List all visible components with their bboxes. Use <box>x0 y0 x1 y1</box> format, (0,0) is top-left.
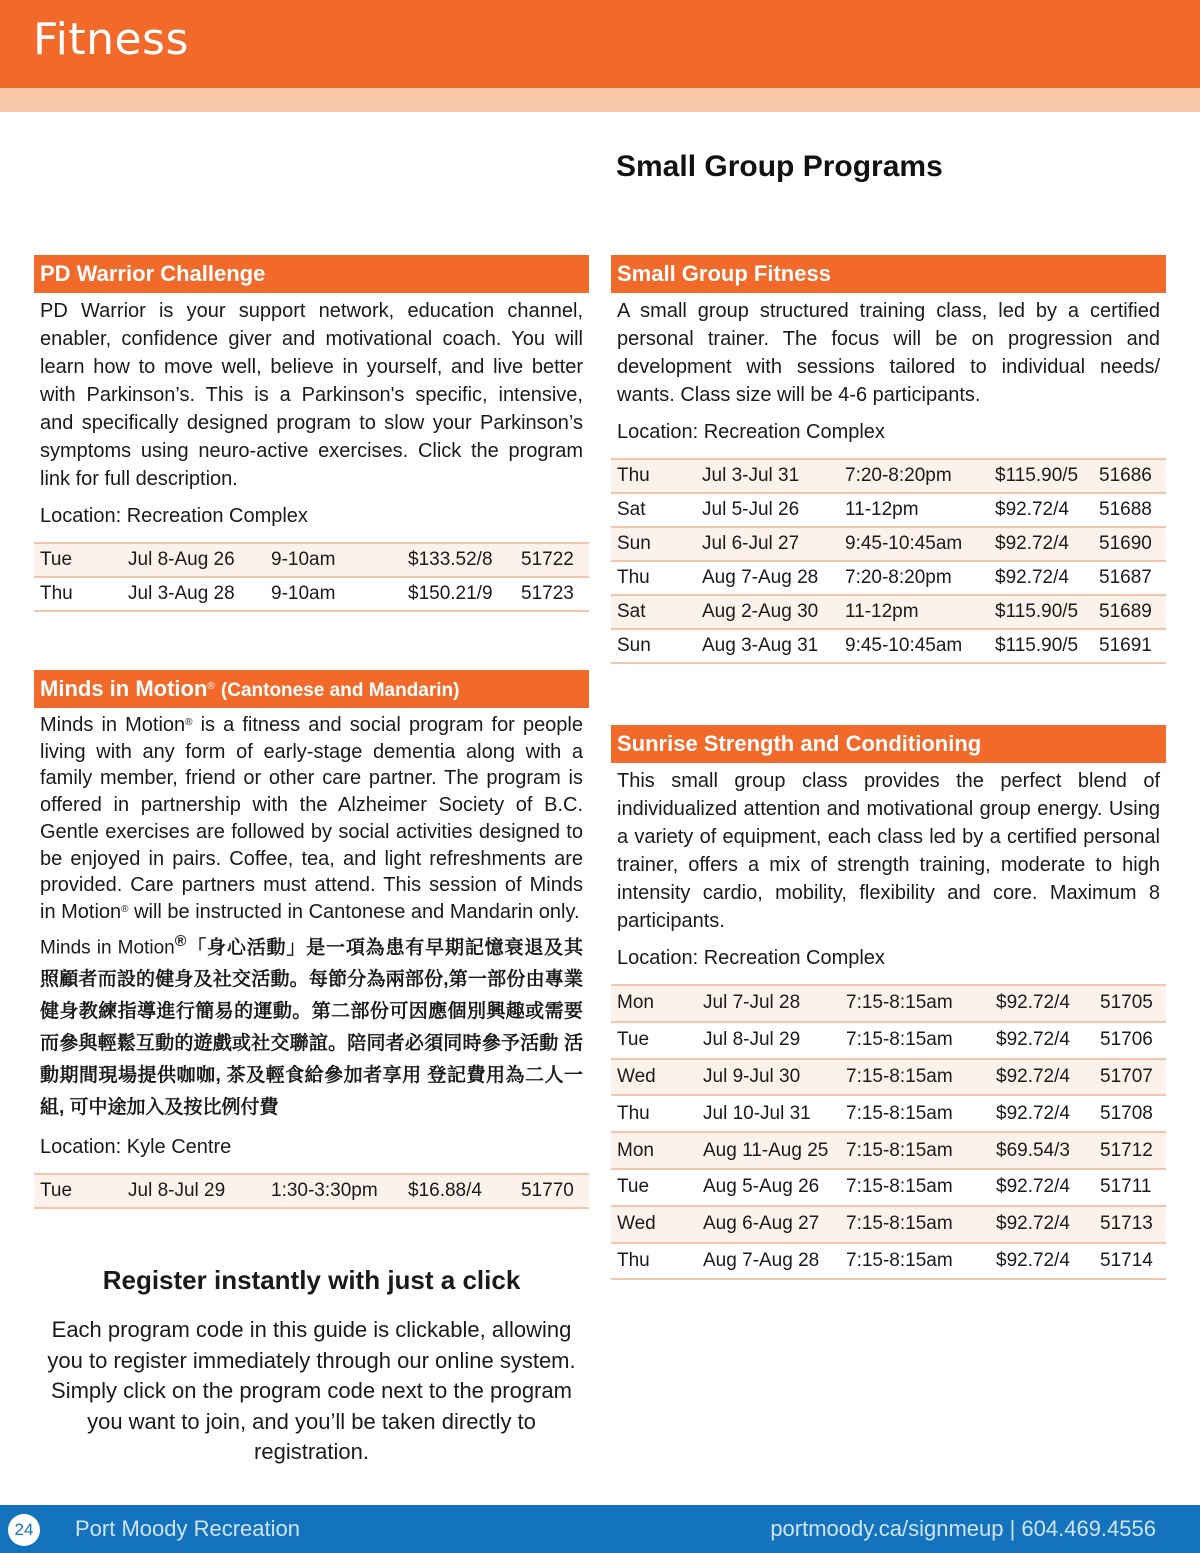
cell-price: $92.72/4 <box>996 1176 1070 1198</box>
cell-day: Thu <box>617 567 650 588</box>
cell-price: $92.72/4 <box>996 992 1070 1014</box>
cell-time: 7:15-8:15am <box>846 992 953 1014</box>
cell-time: 9:45-10:45am <box>845 635 963 656</box>
cell-dates: Jul 3-Aug 28 <box>128 583 235 604</box>
table-row <box>34 1174 589 1208</box>
program-code-link[interactable]: 51770 <box>521 1179 574 1201</box>
cell-dates: Aug 5-Aug 26 <box>703 1176 820 1198</box>
cell-dates: Aug 3-Aug 31 <box>702 635 819 656</box>
table-row <box>611 1132 1166 1169</box>
cell-time: 7:20-8:20pm <box>845 567 952 588</box>
cell-price: $115.90/5 <box>995 601 1079 622</box>
minds-desc-part2: is a fitness and social program for people living with any form of early-stage dementia along with a family member, friend or other care partner. The program is offered in partnership with the Alzheimer Society of B.C. Gentle exercises are followed by social activities designed to be enjoyed in pairs. Coffee, tea, and light refreshments are provided. Care partners must attend. This session of Minds in Motion <box>40 714 583 923</box>
cell-day: Wed <box>617 1213 656 1235</box>
cell-time: 7:15-8:15am <box>846 1102 953 1124</box>
program-code-link[interactable]: 51722 <box>521 549 574 570</box>
registered-mark: ® <box>174 932 187 950</box>
register-title: Register instantly with just a click <box>102 1265 521 1295</box>
cell-price: $92.72/4 <box>996 1249 1070 1271</box>
minds-in-motion-section <box>34 670 589 1209</box>
cell-time: 7:15-8:15am <box>846 1176 953 1198</box>
cell-time: 9-10am <box>271 549 336 570</box>
header-accent-strip <box>0 88 1200 112</box>
program-code-link[interactable]: 51690 <box>1099 533 1152 554</box>
cell-dates: Aug 7-Aug 28 <box>702 567 819 588</box>
cell-time: 11-12pm <box>845 499 919 520</box>
pd-warrior-title: PD Warrior Challenge <box>34 255 589 293</box>
cell-time: 7:15-8:15am <box>846 1029 953 1051</box>
minds-title-text: Minds in Motion <box>40 676 208 701</box>
sunrise-section <box>611 725 1166 1280</box>
cell-price: $115.90/5 <box>995 635 1079 656</box>
small-group-fitness-section <box>611 255 1166 664</box>
sunrise-rows <box>611 985 1166 1279</box>
sunrise-title: Sunrise Strength and Conditioning <box>611 725 1166 763</box>
pd-warrior-section <box>34 255 589 612</box>
minds-rows <box>34 1174 589 1208</box>
small-group-fitness-rows <box>611 459 1166 663</box>
program-code-link[interactable]: 51691 <box>1099 635 1152 656</box>
cell-time: 1:30-3:30pm <box>271 1179 378 1201</box>
program-code-link[interactable]: 51686 <box>1099 465 1152 486</box>
cell-time: 7:15-8:15am <box>846 1249 953 1271</box>
cell-price: $16.88/4 <box>408 1179 482 1201</box>
small-group-fitness-location: Location: Recreation Complex <box>617 421 885 443</box>
program-code-link[interactable]: 51706 <box>1100 1029 1153 1051</box>
table-row <box>34 577 589 611</box>
cell-dates: Aug 2-Aug 30 <box>702 601 819 622</box>
cell-price: $92.72/4 <box>996 1102 1070 1124</box>
cell-price: $92.72/4 <box>996 1213 1070 1235</box>
cell-dates: Jul 6-Jul 27 <box>702 533 800 554</box>
cell-price: $92.72/4 <box>995 533 1069 554</box>
footer-organization: Port Moody Recreation <box>75 1516 300 1541</box>
pd-warrior-rows <box>34 543 589 611</box>
table-row <box>611 561 1166 595</box>
cell-price: $115.90/5 <box>995 465 1079 486</box>
program-code-link[interactable]: 51711 <box>1100 1176 1152 1198</box>
table-row <box>611 1095 1166 1132</box>
program-code-link[interactable]: 51707 <box>1100 1065 1153 1087</box>
table-row <box>611 1059 1166 1096</box>
registered-mark: ® <box>207 681 215 692</box>
cell-day: Mon <box>617 992 654 1014</box>
program-code-link[interactable]: 51714 <box>1100 1249 1153 1271</box>
cell-dates: Aug 11-Aug 25 <box>703 1139 829 1161</box>
cell-day: Sat <box>617 601 646 622</box>
cell-day: Thu <box>40 583 73 604</box>
table-row <box>611 1206 1166 1243</box>
table-row <box>611 1169 1166 1206</box>
cell-price: $133.52/8 <box>408 549 493 570</box>
cell-dates: Aug 6-Aug 27 <box>703 1213 820 1235</box>
minds-chinese-text: 「身心活動」是一項為患有早期記憶衰退及其照顧者而設的健身及社交活動。每節分為兩部份,第一部份由專業健身教練指導進行簡易的運動。第二部份可因應個別興趣或需要而參與輕鬆互動的遊戲或社交聯誼。陪同者必須同時參予活動 活動期間現場提供咖咖, 茶及輕食給參加者享用 登記費用為二人一組, 可中途加入及按比例付費 <box>40 936 583 1118</box>
cell-day: Thu <box>617 465 650 486</box>
registered-mark: ® <box>185 717 193 728</box>
sunrise-schedule <box>611 984 1166 1280</box>
pd-warrior-description: PD Warrior is your support network, education channel, enabler, confidence giver and motivational coach. You will learn how to move well, believe in yourself, and live better with Parkinson’s. This is a Parkinson's specific, intensive, and specifically designed program to slow your Parkinson’s symptoms using neuro-active exercises. Click the program link for full description. <box>40 300 583 490</box>
cell-time: 7:15-8:15am <box>846 1065 953 1087</box>
pd-warrior-schedule <box>34 542 589 612</box>
cell-dates: Jul 10-Jul 31 <box>703 1102 811 1124</box>
cell-time: 7:15-8:15am <box>846 1139 953 1161</box>
cell-price: $92.72/4 <box>996 1029 1070 1051</box>
page-title: Fitness <box>33 14 189 65</box>
cell-time: 7:20-8:20pm <box>845 465 952 486</box>
program-code-link[interactable]: 51713 <box>1100 1213 1153 1235</box>
cell-day: Tue <box>617 1176 650 1198</box>
cell-day: Thu <box>617 1102 650 1124</box>
table-row <box>611 493 1166 527</box>
cell-day: Sun <box>617 533 651 554</box>
cell-price: $92.72/4 <box>995 567 1069 588</box>
cell-day: Tue <box>617 1029 650 1051</box>
minds-desc-part1: Minds in Motion <box>40 714 186 736</box>
program-code-link[interactable]: 51705 <box>1100 992 1153 1014</box>
cell-dates: Jul 8-Jul 29 <box>128 1179 226 1201</box>
cell-day: Mon <box>617 1139 654 1161</box>
minds-chinese-description <box>34 926 589 1124</box>
cell-time: 7:15-8:15am <box>846 1213 953 1235</box>
program-code-link[interactable]: 51687 <box>1099 567 1152 588</box>
cell-price: $69.54/3 <box>996 1139 1070 1161</box>
cell-dates: Jul 3-Jul 31 <box>702 465 800 486</box>
sunrise-description: This small group class provides the perfect blend of individualized attention and motivational group energy. Using a variety of equipment, each class led by a certified personal trainer, offers a mix of strength training, moderate to high intensity cardio, mobility, flexibility and core. Maximum 8 participants. <box>617 770 1160 932</box>
program-code-link[interactable]: 51712 <box>1100 1139 1153 1161</box>
program-code-link[interactable]: 51708 <box>1100 1102 1153 1124</box>
minds-title-subtitle: (Cantonese and Mandarin) <box>220 680 460 701</box>
minds-location: Location: Kyle Centre <box>40 1135 232 1158</box>
registered-mark: ® <box>121 903 129 915</box>
program-code-link[interactable]: 51723 <box>521 583 574 604</box>
minds-desc-part3: will be instructed in Cantonese and Mandarin only. <box>128 900 580 923</box>
cell-dates: Jul 8-Aug 26 <box>128 549 235 570</box>
cell-day: Tue <box>40 1179 73 1201</box>
minds-in-motion-title <box>34 670 589 708</box>
table-row <box>611 527 1166 561</box>
table-row <box>34 543 589 577</box>
minds-chinese-latin: Minds in Motion <box>40 936 175 958</box>
pd-warrior-location: Location: Recreation Complex <box>40 505 308 527</box>
program-code-link[interactable]: 51689 <box>1099 601 1152 622</box>
page-number: 24 <box>8 1514 40 1546</box>
cell-dates: Jul 5-Jul 26 <box>702 499 800 520</box>
section-heading: Small Group Programs <box>616 150 943 183</box>
cell-day: Sat <box>617 499 646 520</box>
cell-time: 9:45-10:45am <box>845 533 963 554</box>
small-group-fitness-schedule <box>611 458 1166 664</box>
cell-day: Tue <box>40 549 73 570</box>
minds-schedule <box>34 1173 589 1209</box>
minds-description <box>34 708 589 926</box>
table-row <box>611 459 1166 493</box>
table-row <box>611 1022 1166 1059</box>
program-code-link[interactable]: 51688 <box>1099 499 1152 520</box>
register-body: Each program code in this guide is clickable, allowing you to register immediately through our online system. Simply click on the program code next to the program you want to join, and you’ll be taken directly to registration. <box>47 1317 576 1464</box>
cell-dates: Aug 7-Aug 28 <box>703 1249 820 1271</box>
small-group-fitness-description: A small group structured training class, led by a certified personal trainer. The focus will be on progression and development with sessions tailored to individual needs/ wants. Class size will be 4-6 participants. <box>617 300 1160 406</box>
cell-price: $92.72/4 <box>995 499 1069 520</box>
small-group-fitness-title: Small Group Fitness <box>611 255 1166 293</box>
table-row <box>611 629 1166 663</box>
table-row <box>611 1243 1166 1280</box>
footer-contact-link[interactable]: portmoody.ca/signmeup | 604.469.4556 <box>770 1516 1156 1541</box>
cell-day: Sun <box>617 635 651 656</box>
table-row <box>611 985 1166 1022</box>
cell-day: Wed <box>617 1065 656 1087</box>
cell-day: Thu <box>617 1249 650 1271</box>
cell-dates: Jul 7-Jul 28 <box>703 992 801 1014</box>
cell-dates: Jul 8-Jul 29 <box>703 1029 801 1051</box>
cell-time: 11-12pm <box>845 601 919 622</box>
table-row <box>611 595 1166 629</box>
cell-price: $150.21/9 <box>408 583 493 604</box>
cell-dates: Jul 9-Jul 30 <box>703 1065 801 1087</box>
cell-time: 9-10am <box>271 583 336 604</box>
cell-price: $92.72/4 <box>996 1065 1070 1087</box>
sunrise-location: Location: Recreation Complex <box>617 947 885 969</box>
